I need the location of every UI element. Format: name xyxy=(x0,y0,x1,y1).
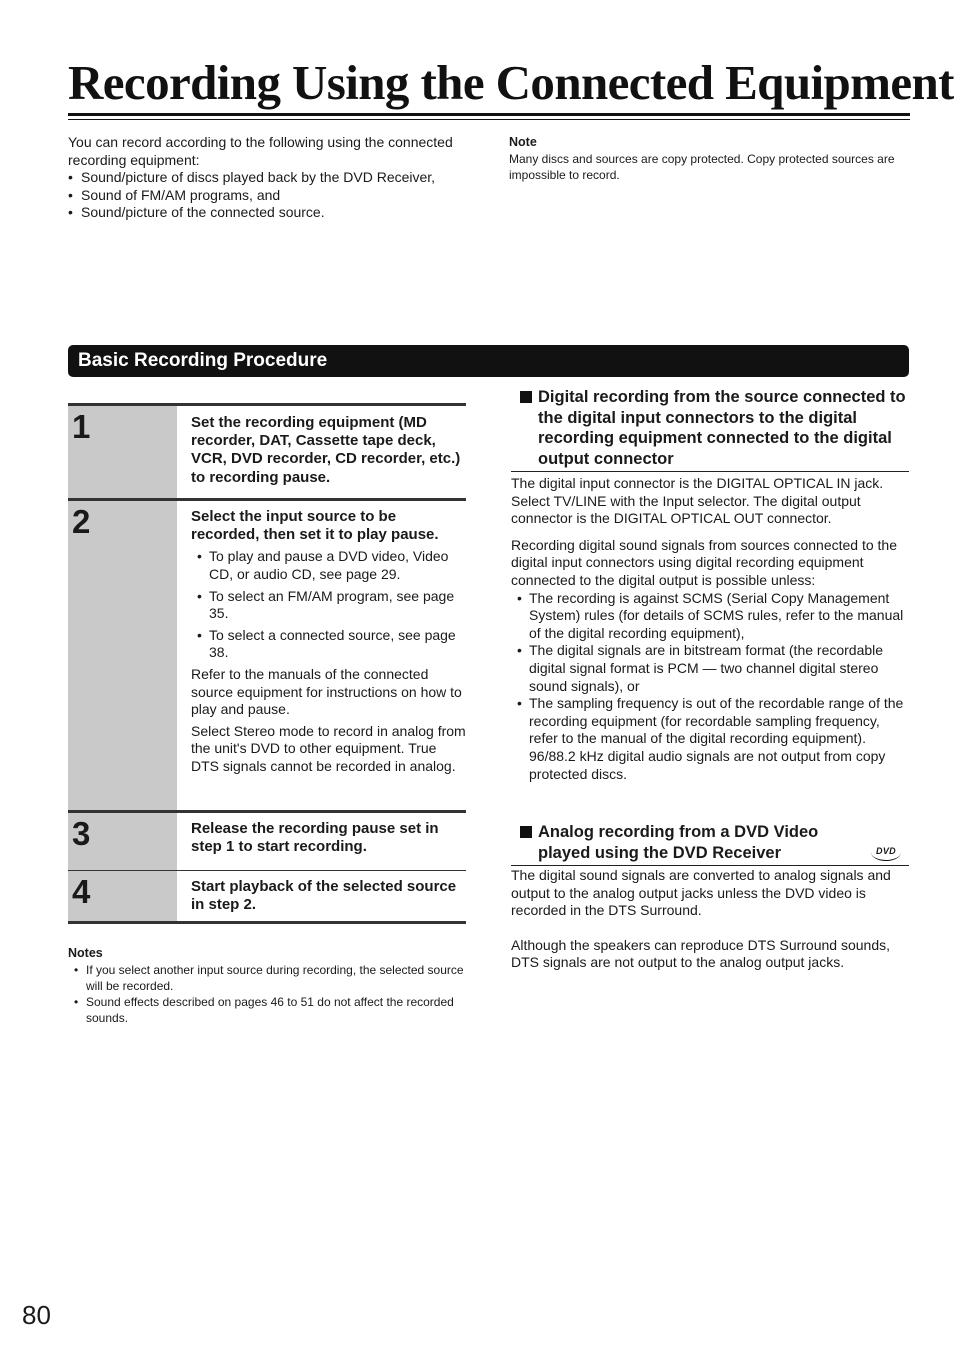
section-heading: Basic Recording Procedure xyxy=(78,350,328,371)
list-item: • To select an FM/AM program, see page 35. xyxy=(191,588,466,623)
step-lead: Release the recording pause set in step 1 to start recording. xyxy=(191,820,439,856)
dvd-logo-icon: DVD xyxy=(871,844,901,861)
list-item: • The sampling frequency is out of the recordable range of the recording equipment (for recordable sampling frequency, refer to the manual of the digital recording equipment). 96/88.2 kHz digital audio signals are not output from copy protected discs. xyxy=(511,695,910,783)
step-number-cell xyxy=(68,813,177,870)
step-2 xyxy=(68,498,466,810)
step-lead: Select the input source to be recorded, then set it to play pause. xyxy=(191,508,439,544)
step-3 xyxy=(68,810,466,870)
step-number: 1 xyxy=(72,408,91,445)
steps-end-rule xyxy=(68,921,466,924)
step-number-cell xyxy=(68,871,177,921)
page-title: Recording Using the Connected Equipment xyxy=(68,55,954,110)
step-body xyxy=(191,813,466,856)
notes-list xyxy=(68,962,466,1026)
title-rule-thick xyxy=(68,113,910,116)
paragraph: Although the speakers can reproduce DTS Surround sounds, DTS signals are not output to the analog output jacks. xyxy=(511,936,891,971)
list-item: • Sound effects described on pages 46 to 51 do not affect the recorded sounds. xyxy=(68,994,466,1026)
step-lead: Set the recording equipment (MD recorder, DAT, Cassette tape deck, VCR, DVD recorder, CD recorder, etc.) to recording pause. xyxy=(191,414,461,486)
analog-recording-heading: Analog recording from a DVD Video played using the DVD Receiver DVD xyxy=(511,822,909,866)
step-4 xyxy=(68,870,466,921)
digital-recording-body xyxy=(511,475,910,783)
step-list xyxy=(191,548,466,662)
section-banner xyxy=(68,345,909,377)
step-1 xyxy=(68,403,466,498)
title-rule-thin xyxy=(68,119,910,120)
list-item: • Sound/picture of the connected source. xyxy=(68,204,478,222)
square-bullet-icon xyxy=(520,391,532,403)
step-paragraph: Refer to the manuals of the connected source equipment for instructions on how to play and pause. xyxy=(191,665,462,718)
paragraph: Recording digital sound signals from sources connected to the digital input connectors using digital recording equipment connected to the digital output is possible unless: xyxy=(511,536,897,588)
analog-recording-body xyxy=(511,867,910,981)
step-paragraph: Select Stereo mode to record in analog from the unit's DVD to other equipment. True DTS signals cannot be recorded in analog. xyxy=(191,722,466,774)
list-item: • If you select another input source during recording, the selected source will be recorded. xyxy=(68,962,466,994)
list-item: • The digital signals are in bitstream format (the recordable digital signal format is PCM — two channel digital stereo sound signals), or xyxy=(511,642,910,695)
steps-table xyxy=(68,403,466,924)
page-number: 80 xyxy=(22,1300,51,1330)
step-lead: Start playback of the selected source in step 2. xyxy=(191,878,457,914)
intro-text: You can record according to the following using the connected recording equipment: xyxy=(68,134,453,168)
note-block xyxy=(509,134,909,183)
step-number-cell xyxy=(68,406,177,498)
step-number: 3 xyxy=(72,815,91,852)
note-text: Many discs and sources are copy protected. Copy protected sources are impossible to record. xyxy=(509,152,895,182)
notes-block xyxy=(68,945,466,1026)
digital-conditions-list xyxy=(511,590,910,784)
step-body xyxy=(191,501,466,776)
notes-heading: Notes xyxy=(68,946,103,960)
list-item: • Sound of FM/AM programs, and xyxy=(68,187,478,205)
list-item: • Sound/picture of discs played back by the DVD Receiver, xyxy=(68,169,478,187)
list-item: • To select a connected source, see page 38. xyxy=(191,627,466,662)
intro-block xyxy=(68,134,478,222)
step-body xyxy=(191,871,466,914)
digital-recording-heading: Digital recording from the source connected to the digital input connectors to the digital recording equipment connected to the digital output connector xyxy=(511,387,909,472)
intro-list xyxy=(68,169,478,222)
square-bullet-icon xyxy=(520,826,532,838)
step-number: 2 xyxy=(72,503,91,540)
note-heading: Note xyxy=(509,135,537,149)
step-number-cell xyxy=(68,501,177,810)
step-number: 4 xyxy=(72,873,91,910)
step-body xyxy=(191,406,466,487)
list-item: • The recording is against SCMS (Serial Copy Management System) rules (for details of SCMS rules, refer to the manual of the digital recording equipment), xyxy=(511,590,910,643)
paragraph: The digital input connector is the DIGITAL OPTICAL IN jack. Select TV/LINE with the Input selector. The digital output connector is the DIGITAL OPTICAL OUT connector. xyxy=(511,475,884,527)
list-item: • To play and pause a DVD video, Video CD, or audio CD, see page 29. xyxy=(191,548,466,583)
paragraph: The digital sound signals are converted to analog signals and output to the analog output jacks unless the DVD video is recorded in the DTS Surround. xyxy=(511,867,891,919)
